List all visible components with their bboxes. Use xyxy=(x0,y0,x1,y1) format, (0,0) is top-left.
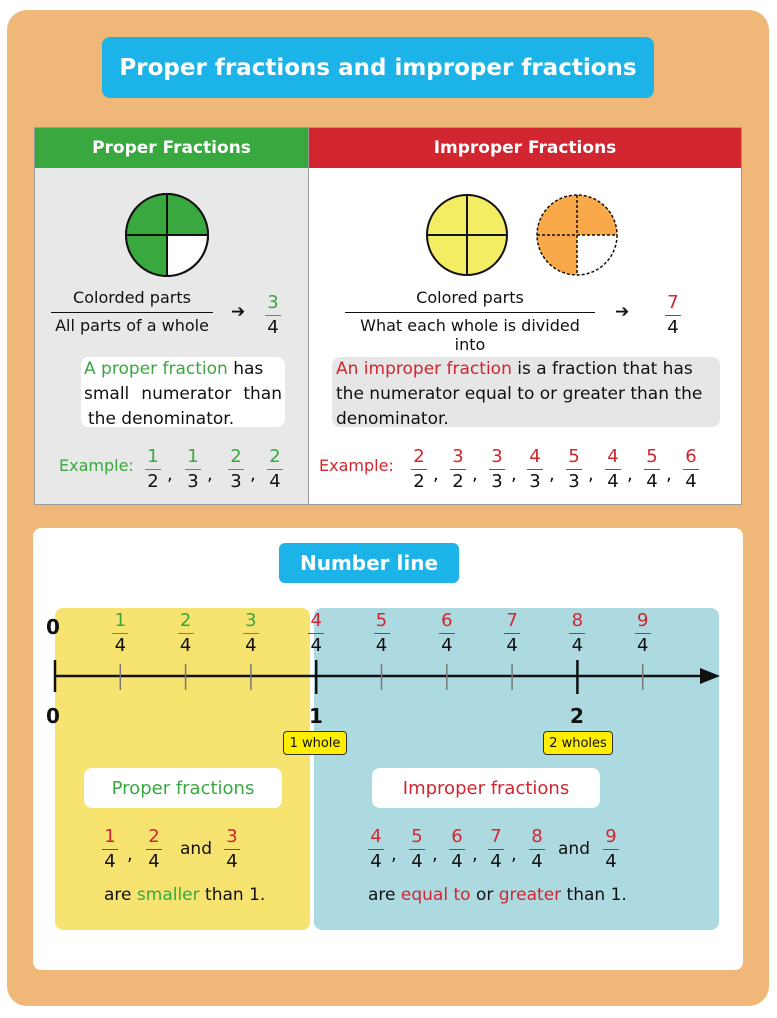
example-comma: , xyxy=(207,464,213,485)
example-comma: , xyxy=(511,464,517,485)
denominator: 4 xyxy=(506,635,518,656)
number-line-fraction xyxy=(439,612,455,655)
numerator: 4 xyxy=(308,612,324,634)
denominator: 4 xyxy=(636,635,649,656)
numerator: 2 xyxy=(267,448,283,470)
numerator: 2 xyxy=(411,448,427,470)
numerator: 6 xyxy=(683,448,699,470)
denominator: 4 xyxy=(685,471,697,492)
denominator: 4 xyxy=(310,635,322,656)
number-line-fraction xyxy=(504,612,520,655)
denominator: 3 xyxy=(230,471,242,492)
numerator: 4 xyxy=(368,828,384,850)
improper-example-label: Example: xyxy=(319,456,394,475)
numerator: 5 xyxy=(644,448,660,470)
tag-one-whole: 1 whole xyxy=(283,731,347,755)
improper-zone-fraction xyxy=(603,828,619,871)
denominator: 3 xyxy=(529,471,541,492)
denominator: 2 xyxy=(413,471,425,492)
denominator: 4 xyxy=(607,471,619,492)
proper-arrow-icon: ➔ xyxy=(231,302,246,322)
numerator: 4 xyxy=(527,448,543,470)
denominator: 4 xyxy=(114,635,127,656)
example-comma: , xyxy=(666,464,672,485)
zero-label-top: 0 xyxy=(46,615,60,639)
denominator: 4 xyxy=(269,471,281,492)
denominator: 4 xyxy=(571,635,584,656)
numerator: 7 xyxy=(488,828,504,850)
numerator: 9 xyxy=(603,828,619,850)
tag-two-wholes: 2 wholes xyxy=(543,731,613,755)
numerator: 4 xyxy=(605,448,621,470)
denominator: 4 xyxy=(226,851,238,872)
proper-zone-fraction xyxy=(102,828,118,871)
proper-label-top: Colorded parts xyxy=(73,288,191,307)
denominator: 4 xyxy=(646,471,658,492)
numerator: 8 xyxy=(569,612,585,634)
denominator: 4 xyxy=(148,851,160,872)
number-line-fraction xyxy=(569,612,585,655)
numerator: 1 xyxy=(102,828,118,850)
improper-header: Improper Fractions xyxy=(309,128,741,168)
numerator: 3 xyxy=(450,448,466,470)
denominator: 4 xyxy=(245,635,257,656)
improper-label-top: Colored parts xyxy=(416,288,524,307)
numerator: 5 xyxy=(409,828,425,850)
page-title: Proper fractions and improper fractions xyxy=(102,37,654,98)
denominator: 2 xyxy=(147,471,159,492)
proper-definition: A proper fraction has small numerator than the denominator. xyxy=(81,357,285,427)
numerator: 2 xyxy=(178,612,194,634)
denominator: 4 xyxy=(441,635,453,656)
improper-zone-fraction xyxy=(449,828,465,871)
example-comma: , xyxy=(588,464,594,485)
denominator: 4 xyxy=(490,851,502,872)
number-line-fraction xyxy=(635,612,651,655)
zone-comma: , xyxy=(432,844,438,865)
denominator: 3 xyxy=(491,471,503,492)
zone-comma: , xyxy=(511,844,517,865)
denominator: 4 xyxy=(104,851,116,872)
whole-label-2: 2 xyxy=(570,704,584,728)
denominator: 4 xyxy=(370,851,382,872)
denominator: 4 xyxy=(179,635,192,656)
zero-label-bottom: 0 xyxy=(46,704,60,728)
improper-zone-and: and xyxy=(558,839,590,859)
denominator: 3 xyxy=(568,471,580,492)
number-line-fraction xyxy=(308,612,324,655)
example-comma: , xyxy=(549,464,555,485)
denominator: 4 xyxy=(375,635,388,656)
zone-comma: , xyxy=(127,844,133,865)
proper-header: Proper Fractions xyxy=(35,128,308,168)
proper-label-bottom: All parts of a whole xyxy=(55,316,209,335)
numerator: 6 xyxy=(439,612,455,634)
improper-zone-fraction xyxy=(368,828,384,871)
denominator: 4 xyxy=(531,851,543,872)
example-comma: , xyxy=(472,464,478,485)
numerator: 8 xyxy=(529,828,545,850)
numerator: 1 xyxy=(145,448,161,470)
example-comma: , xyxy=(250,464,256,485)
numerator: 1 xyxy=(185,448,201,470)
proper-zone-and: and xyxy=(180,839,212,859)
denominator: 4 xyxy=(451,851,463,872)
proper-example-label: Example: xyxy=(59,456,134,475)
numerator: 6 xyxy=(449,828,465,850)
numerator: 5 xyxy=(566,448,582,470)
denominator: 4 xyxy=(411,851,423,872)
proper-zone-sentence: are smaller than 1. xyxy=(104,885,266,905)
zone-comma: , xyxy=(472,844,478,865)
improper-result-fraction: $\frac{7}{4}$ xyxy=(665,294,681,337)
numerator: 5 xyxy=(374,612,390,634)
improper-label-bottom: What each whole is divided into xyxy=(360,316,580,354)
example-comma: , xyxy=(627,464,633,485)
numerator: 2 xyxy=(228,448,244,470)
improper-arrow-icon: ➔ xyxy=(615,302,630,322)
improper-zone-fraction xyxy=(488,828,504,871)
numerator: 9 xyxy=(635,612,651,634)
number-line-fraction xyxy=(178,612,194,655)
number-line-fraction xyxy=(374,612,390,655)
improper-definition: An improper fraction is a fraction that has the numerator equal to or greater than the denominator. xyxy=(332,357,720,427)
numerator: 3 xyxy=(489,448,505,470)
improper-zone-fraction xyxy=(409,828,425,871)
proper-result-fraction: $\frac{3}{4}$ xyxy=(265,294,281,337)
zone-comma: , xyxy=(391,844,397,865)
improper-zone-fraction xyxy=(529,828,545,871)
proper-zone-fraction xyxy=(146,828,162,871)
proper-zone-title: Proper fractions xyxy=(84,768,282,808)
whole-label-1: 1 xyxy=(309,704,323,728)
numerator: 3 xyxy=(224,828,240,850)
number-line-fraction xyxy=(243,612,259,655)
example-comma: , xyxy=(433,464,439,485)
denominator: 4 xyxy=(605,851,617,872)
numerator: 2 xyxy=(146,828,162,850)
denominator: 3 xyxy=(187,471,199,492)
numerator: 1 xyxy=(112,612,128,634)
numerator: 7 xyxy=(504,612,520,634)
proper-zone-fraction xyxy=(224,828,240,871)
example-comma: , xyxy=(167,464,173,485)
number-line-title: Number line xyxy=(279,543,459,583)
number-line-fraction xyxy=(112,612,128,655)
improper-zone-title: Improper fractions xyxy=(372,768,600,808)
denominator: 2 xyxy=(452,471,464,492)
numerator: 3 xyxy=(243,612,259,634)
number-line-arrow-icon xyxy=(700,668,720,684)
improper-zone-sentence: are equal to or greater than 1. xyxy=(368,885,627,905)
